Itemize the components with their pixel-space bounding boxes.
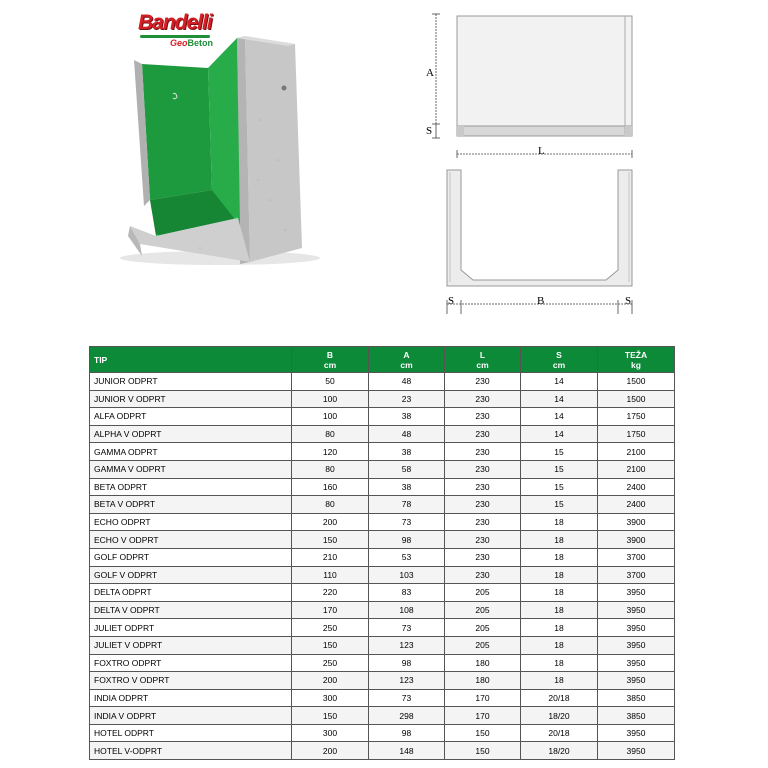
table-row (90, 601, 675, 619)
table-row (90, 654, 675, 672)
cell-tip: GAMMA V ODPRT (90, 460, 292, 478)
cell-b: 200 (292, 513, 369, 531)
cell-b: 80 (292, 425, 369, 443)
cell-tip: JUNIOR V ODPRT (90, 390, 292, 408)
cell-l: 230 (445, 548, 521, 566)
cell-a: 38 (369, 443, 445, 461)
table-row (90, 496, 675, 514)
cell-s: 18 (521, 513, 598, 531)
cell-teza: 3900 (598, 531, 675, 549)
cell-tip: ECHO V ODPRT (90, 531, 292, 549)
technical-drawing (412, 8, 652, 328)
dim-label-b: B (537, 295, 545, 307)
cell-s: 20/18 (521, 689, 598, 707)
cell-s: 18 (521, 584, 598, 602)
cell-l: 170 (445, 689, 521, 707)
cell-s: 18 (521, 654, 598, 672)
table-body (90, 373, 675, 760)
cell-tip: BETA ODPRT (90, 478, 292, 496)
table-row (90, 742, 675, 760)
cell-s: 14 (521, 390, 598, 408)
cell-b: 80 (292, 496, 369, 514)
cell-a: 58 (369, 460, 445, 478)
cell-tip: GAMMA ODPRT (90, 443, 292, 461)
cell-tip: GOLF ODPRT (90, 548, 292, 566)
cell-a: 48 (369, 373, 445, 391)
cell-tip: DELTA V ODPRT (90, 601, 292, 619)
cell-b: 160 (292, 478, 369, 496)
cell-tip: INDIA ODPRT (90, 689, 292, 707)
cell-teza: 1500 (598, 390, 675, 408)
dim-label-l: L (538, 145, 545, 157)
cell-l: 180 (445, 672, 521, 690)
cell-s: 18 (521, 548, 598, 566)
cell-b: 210 (292, 548, 369, 566)
cell-l: 230 (445, 373, 521, 391)
cell-a: 148 (369, 742, 445, 760)
table-row (90, 390, 675, 408)
cell-a: 98 (369, 724, 445, 742)
cell-teza: 3950 (598, 654, 675, 672)
logo-sub-geo: Geo (170, 38, 188, 48)
cell-a: 98 (369, 654, 445, 672)
cell-teza: 3850 (598, 707, 675, 725)
table-row (90, 566, 675, 584)
cell-s: 18 (521, 619, 598, 637)
cell-a: 83 (369, 584, 445, 602)
cell-b: 100 (292, 408, 369, 426)
cell-l: 205 (445, 601, 521, 619)
table-row (90, 531, 675, 549)
cell-b: 120 (292, 443, 369, 461)
table-row (90, 460, 675, 478)
cell-s: 18 (521, 636, 598, 654)
cell-b: 80 (292, 460, 369, 478)
header-tip: TIP (90, 347, 292, 373)
cell-s: 15 (521, 443, 598, 461)
cell-a: 38 (369, 478, 445, 496)
table-row (90, 724, 675, 742)
cell-a: 38 (369, 408, 445, 426)
cell-teza: 3950 (598, 636, 675, 654)
cell-l: 180 (445, 654, 521, 672)
cell-a: 123 (369, 672, 445, 690)
cell-a: 123 (369, 636, 445, 654)
cell-teza: 3950 (598, 584, 675, 602)
table-row (90, 425, 675, 443)
cell-b: 50 (292, 373, 369, 391)
cell-b: 150 (292, 707, 369, 725)
cell-tip: INDIA V ODPRT (90, 707, 292, 725)
cell-a: 103 (369, 566, 445, 584)
cell-tip: JUNIOR ODPRT (90, 373, 292, 391)
header-teza: TEŽA kg (598, 347, 675, 373)
table-row (90, 689, 675, 707)
cell-b: 300 (292, 724, 369, 742)
table-row (90, 672, 675, 690)
logo-sub-beton: Beton (187, 38, 214, 48)
cell-l: 230 (445, 408, 521, 426)
cell-s: 15 (521, 478, 598, 496)
cell-a: 53 (369, 548, 445, 566)
table-row (90, 513, 675, 531)
table-row (90, 478, 675, 496)
header-a: A cm (369, 347, 445, 373)
lifting-hole (282, 86, 287, 91)
cell-s: 18 (521, 566, 598, 584)
cell-a: 73 (369, 689, 445, 707)
cell-tip: GOLF V ODPRT (90, 566, 292, 584)
cell-teza: 3700 (598, 548, 675, 566)
cell-tip: DELTA ODPRT (90, 584, 292, 602)
cell-l: 230 (445, 478, 521, 496)
cell-teza: 1750 (598, 408, 675, 426)
cell-teza: 3700 (598, 566, 675, 584)
header-b: B cm (292, 347, 369, 373)
cell-s: 18 (521, 531, 598, 549)
cell-l: 230 (445, 566, 521, 584)
table-row (90, 373, 675, 391)
cell-l: 230 (445, 513, 521, 531)
table-row (90, 619, 675, 637)
cell-teza: 3950 (598, 601, 675, 619)
dim-label-s-side: S (426, 125, 433, 137)
cell-a: 108 (369, 601, 445, 619)
cell-b: 100 (292, 390, 369, 408)
cell-s: 14 (521, 425, 598, 443)
cell-s: 14 (521, 373, 598, 391)
table-row (90, 443, 675, 461)
cell-b: 170 (292, 601, 369, 619)
table-row (90, 408, 675, 426)
cell-l: 230 (445, 390, 521, 408)
cross-section (447, 170, 632, 314)
cell-teza: 3950 (598, 672, 675, 690)
cell-l: 150 (445, 742, 521, 760)
cell-b: 300 (292, 689, 369, 707)
cell-l: 230 (445, 425, 521, 443)
cell-teza: 1500 (598, 373, 675, 391)
dim-label-s-left: S (448, 295, 455, 307)
cell-teza: 3850 (598, 689, 675, 707)
cell-s: 18/20 (521, 707, 598, 725)
cell-l: 205 (445, 619, 521, 637)
cell-l: 205 (445, 636, 521, 654)
cell-s: 15 (521, 460, 598, 478)
cell-teza: 3900 (598, 513, 675, 531)
cell-a: 48 (369, 425, 445, 443)
cell-b: 220 (292, 584, 369, 602)
header-s: S cm (521, 347, 598, 373)
cell-teza: 3950 (598, 724, 675, 742)
cell-teza: 1750 (598, 425, 675, 443)
side-view (432, 14, 632, 158)
cell-s: 20/18 (521, 724, 598, 742)
cell-b: 150 (292, 531, 369, 549)
cell-l: 150 (445, 724, 521, 742)
cell-tip: JULIET ODPRT (90, 619, 292, 637)
cell-teza: 3950 (598, 742, 675, 760)
table-row (90, 636, 675, 654)
table-row (90, 548, 675, 566)
cell-s: 18/20 (521, 742, 598, 760)
green-lining (142, 64, 212, 200)
cell-teza: 2100 (598, 460, 675, 478)
cell-a: 78 (369, 496, 445, 514)
product-photo (120, 30, 320, 270)
table-row (90, 707, 675, 725)
cell-tip: HOTEL V-ODPRT (90, 742, 292, 760)
cell-b: 200 (292, 742, 369, 760)
cell-teza: 2400 (598, 496, 675, 514)
header-l: L cm (445, 347, 521, 373)
cell-b: 200 (292, 672, 369, 690)
cell-s: 15 (521, 496, 598, 514)
cell-tip: ECHO ODPRT (90, 513, 292, 531)
table-header-row (90, 347, 675, 373)
cell-b: 250 (292, 654, 369, 672)
cell-teza: 3950 (598, 619, 675, 637)
cell-a: 98 (369, 531, 445, 549)
cell-teza: 2100 (598, 443, 675, 461)
cell-a: 23 (369, 390, 445, 408)
cell-b: 250 (292, 619, 369, 637)
cell-teza: 2400 (598, 478, 675, 496)
cell-l: 230 (445, 460, 521, 478)
cell-tip: ALPHA V ODPRT (90, 425, 292, 443)
dim-label-s-right: S (625, 295, 632, 307)
cell-a: 73 (369, 513, 445, 531)
cell-tip: JULIET V ODPRT (90, 636, 292, 654)
right-wall (245, 36, 302, 262)
cell-b: 110 (292, 566, 369, 584)
specification-table (89, 346, 675, 760)
cell-s: 18 (521, 672, 598, 690)
cell-a: 73 (369, 619, 445, 637)
logo-name: Bandelli (138, 11, 212, 34)
cell-a: 298 (369, 707, 445, 725)
cell-s: 18 (521, 601, 598, 619)
cell-l: 170 (445, 707, 521, 725)
cell-l: 205 (445, 584, 521, 602)
cell-tip: FOXTRO ODPRT (90, 654, 292, 672)
cell-tip: BETA V ODPRT (90, 496, 292, 514)
cell-b: 150 (292, 636, 369, 654)
cell-l: 230 (445, 496, 521, 514)
cell-s: 14 (521, 408, 598, 426)
cell-tip: ALFA ODPRT (90, 408, 292, 426)
cell-l: 230 (445, 531, 521, 549)
cell-l: 230 (445, 443, 521, 461)
table-row (90, 584, 675, 602)
cell-tip: HOTEL ODPRT (90, 724, 292, 742)
cell-tip: FOXTRO V ODPRT (90, 672, 292, 690)
dim-label-a: A (426, 67, 434, 79)
